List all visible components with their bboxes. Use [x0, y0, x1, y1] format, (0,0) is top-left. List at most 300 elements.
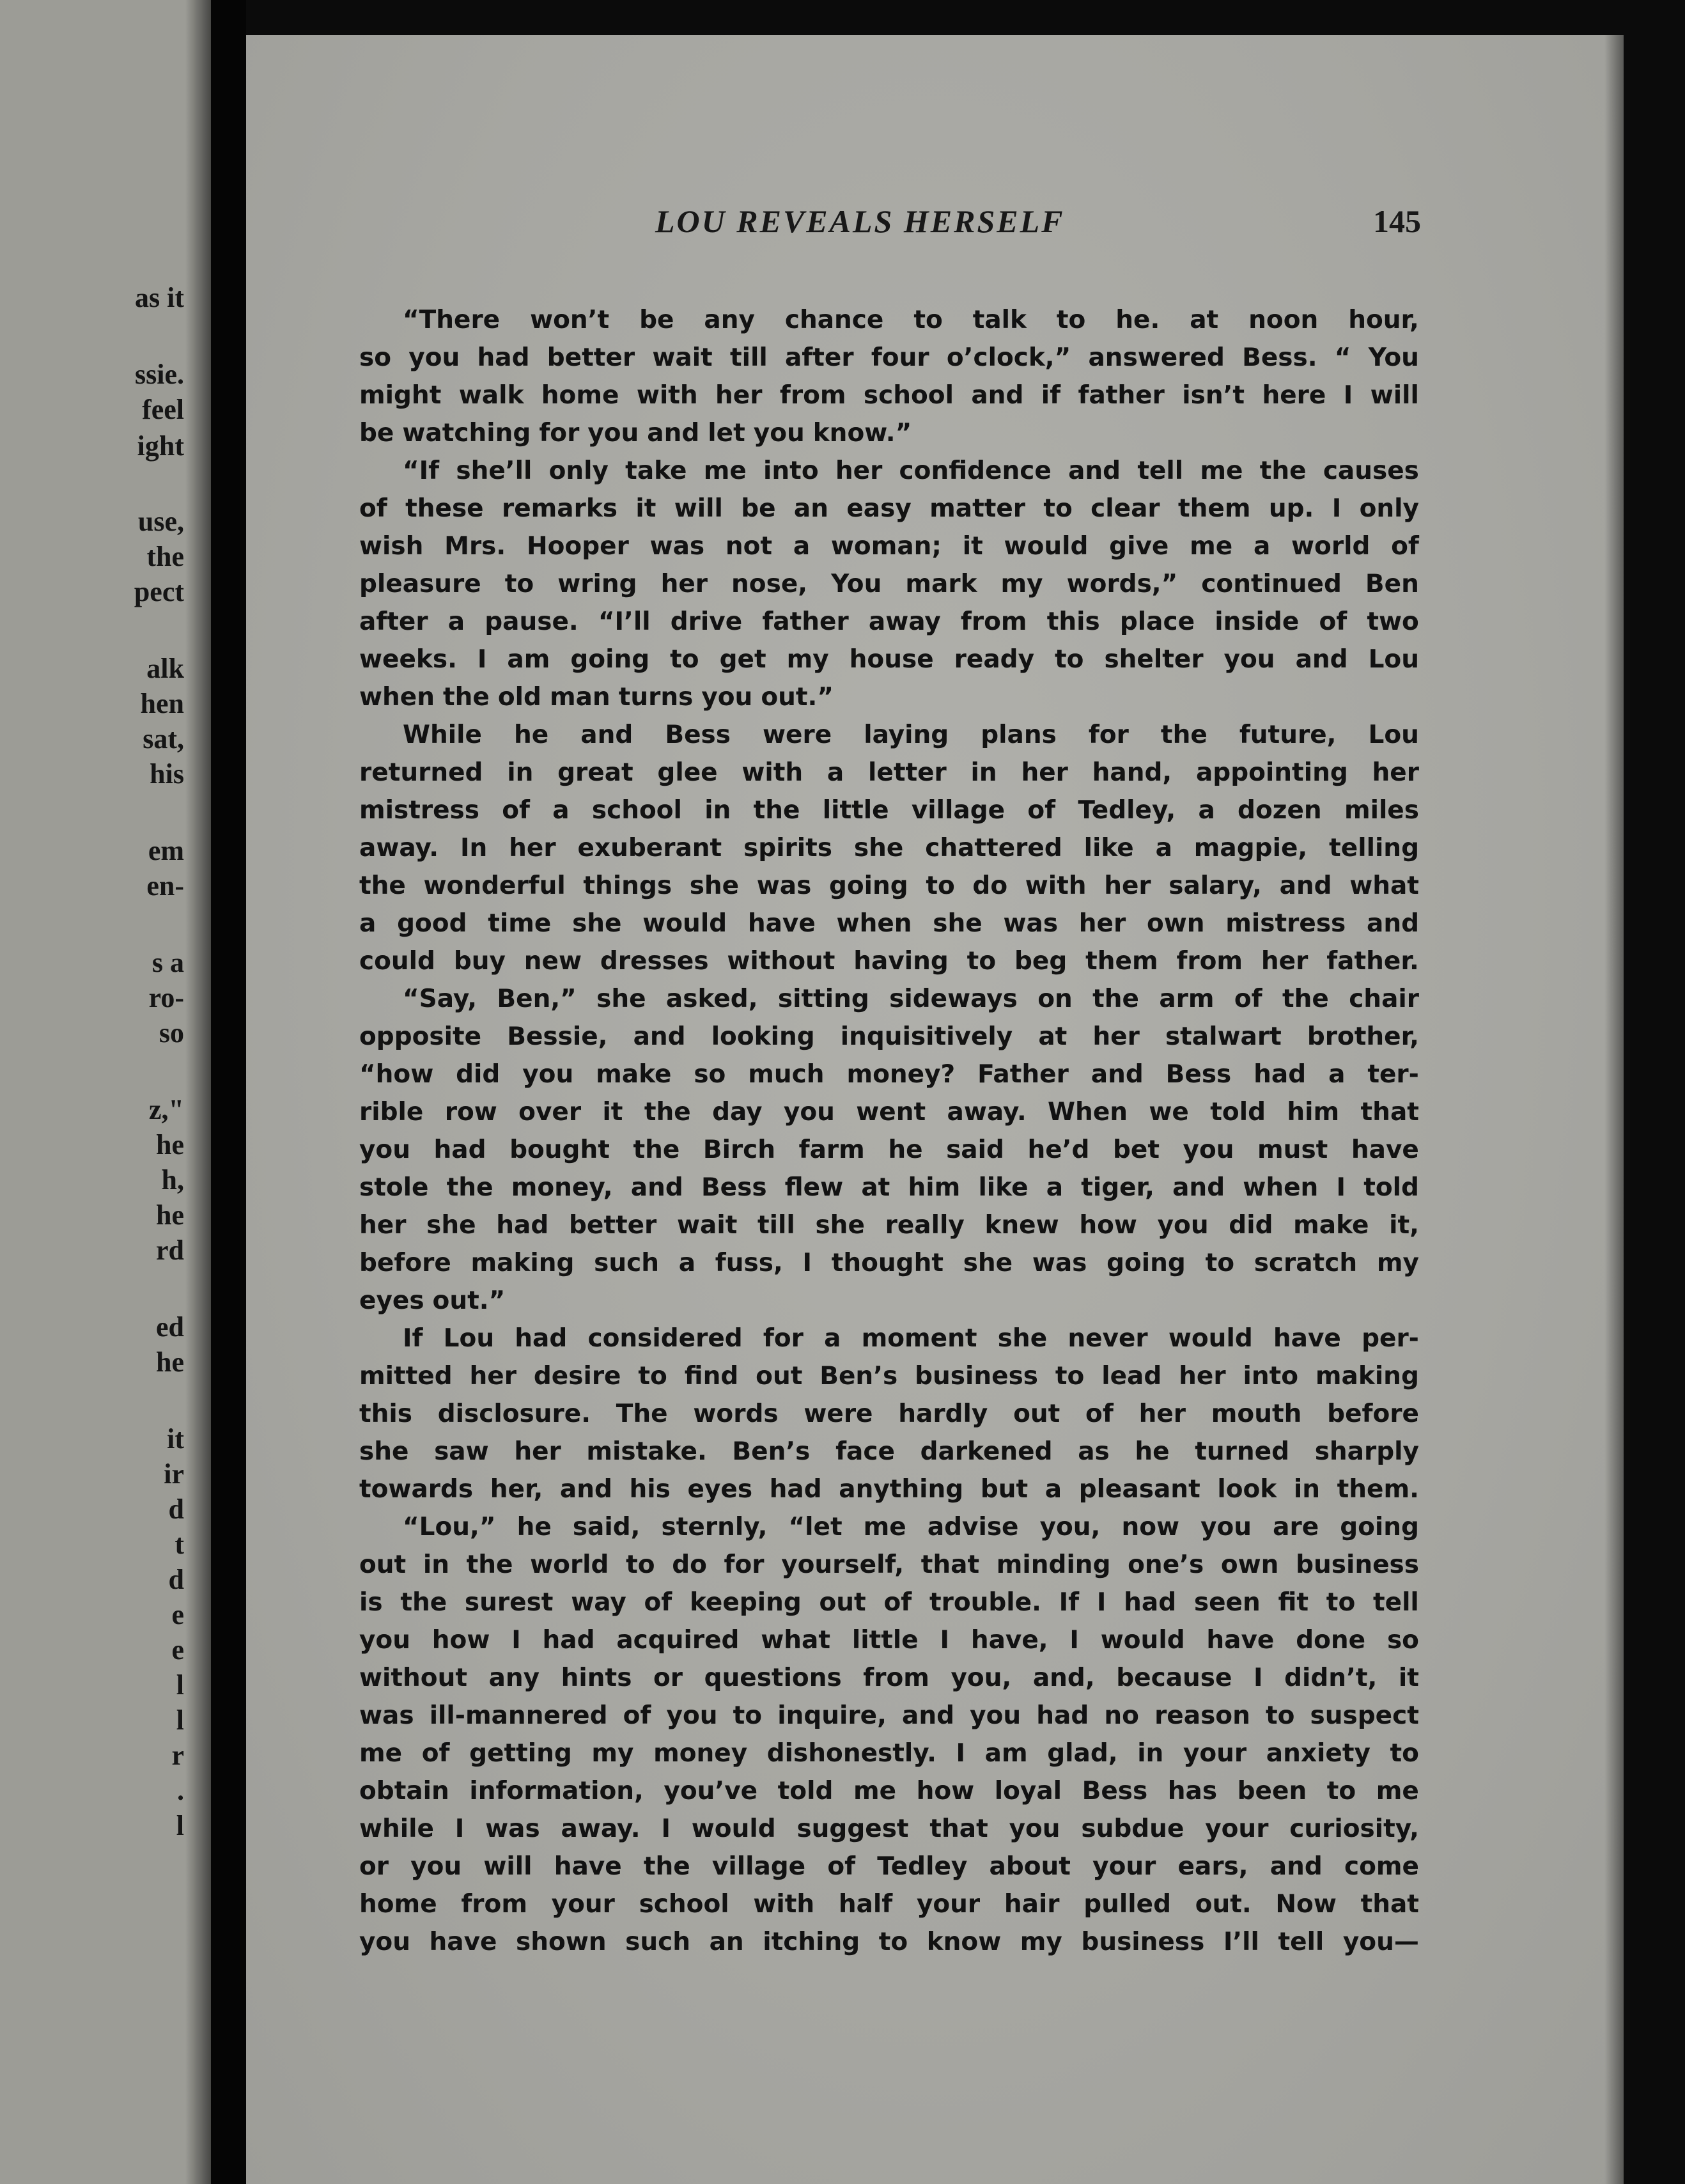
previous-page-fragment: it [167, 1423, 184, 1455]
previous-page-fragment: r [171, 1740, 184, 1771]
word: it [602, 1098, 623, 1127]
word: were [804, 1400, 873, 1428]
word: for [763, 1324, 804, 1353]
word: the [633, 1135, 680, 1164]
word: he’d [1027, 1135, 1090, 1164]
text-line [359, 1320, 1419, 1357]
word: her [715, 381, 763, 410]
word: told [1210, 1098, 1266, 1127]
word: a [1044, 1475, 1062, 1504]
text-line [359, 490, 1419, 527]
word: the [1160, 721, 1207, 749]
text-line [359, 452, 1419, 490]
word: house [849, 645, 934, 674]
word: remarks [501, 494, 618, 523]
word: two [1367, 607, 1419, 636]
word: from [461, 1890, 527, 1919]
word: better [568, 1211, 657, 1240]
word: talk [972, 306, 1027, 334]
previous-page-fragment: d [168, 1494, 184, 1525]
word: time [488, 909, 552, 938]
word: miles [1344, 796, 1419, 825]
word: a [1155, 834, 1172, 862]
word: such [625, 1928, 691, 1956]
text-line [359, 1508, 1419, 1546]
word: telling [1329, 834, 1419, 862]
word: a [1046, 1173, 1064, 1202]
word: world [1291, 532, 1371, 561]
word: come [1344, 1852, 1419, 1881]
previous-page-edge [0, 0, 211, 2184]
word: do [672, 1550, 707, 1579]
word: of [421, 1739, 450, 1768]
word: thought [831, 1249, 943, 1277]
word: you [587, 419, 639, 448]
word: inquisitively [840, 1022, 1013, 1051]
text-line [359, 716, 1419, 754]
word: appointing [1195, 758, 1348, 787]
word: what [1349, 871, 1419, 900]
word: turned [1195, 1437, 1290, 1466]
word: her [835, 456, 883, 485]
word: had [1124, 1588, 1177, 1617]
word: would [1168, 1324, 1253, 1353]
word: way [571, 1588, 626, 1617]
word: she [689, 871, 740, 900]
word: she [997, 1324, 1048, 1353]
word: this [1046, 607, 1100, 636]
previous-page-fragment: e [171, 1599, 184, 1630]
word: how [431, 1626, 490, 1655]
previous-page-fragment: ight [137, 430, 184, 462]
word: and [580, 721, 633, 749]
word: to [1326, 1588, 1356, 1617]
word: and [630, 1173, 683, 1202]
word: you [666, 1701, 718, 1730]
word: curiosity, [1289, 1814, 1419, 1843]
previous-page-fragment: he [156, 1129, 184, 1160]
word: away [868, 607, 941, 636]
word: are [1273, 1513, 1319, 1541]
word: them [1178, 494, 1251, 523]
word: that [1360, 1890, 1419, 1919]
word: to [1326, 1777, 1356, 1806]
word: went [856, 1098, 926, 1127]
word: only [1359, 494, 1419, 523]
word: tiger, [1081, 1173, 1154, 1202]
text-line [359, 1584, 1419, 1621]
word: but [980, 1475, 1029, 1504]
word: Bessie, [507, 1022, 608, 1051]
word: and [1270, 1852, 1323, 1881]
word: so [1386, 1626, 1419, 1655]
word: rible [359, 1098, 424, 1127]
word: minding [996, 1550, 1111, 1579]
word: a [1253, 532, 1271, 561]
word: for [1088, 721, 1129, 749]
word: You [1368, 343, 1419, 372]
word: she [359, 1437, 409, 1466]
word: “There [403, 306, 501, 334]
word: exuberant [577, 834, 722, 862]
previous-page-fragment: en- [146, 870, 184, 901]
word: in [704, 796, 731, 825]
text-line [359, 377, 1419, 414]
word: her [1092, 1022, 1140, 1051]
text-line [359, 603, 1419, 641]
word: me [703, 456, 747, 485]
word: face [835, 1437, 895, 1466]
previous-page-fragment: he [156, 1346, 184, 1378]
word: answered [1088, 343, 1225, 372]
word: to [878, 1928, 908, 1956]
word: home [359, 1890, 437, 1919]
word: world [530, 1550, 609, 1579]
word: be [639, 306, 674, 334]
word: her [359, 1211, 407, 1240]
word: going [1107, 1249, 1186, 1277]
word: because [1116, 1664, 1232, 1692]
word: when [359, 683, 435, 712]
word: bought [509, 1135, 610, 1164]
word: a [1198, 796, 1215, 825]
word: anything [839, 1475, 964, 1504]
text-line [359, 1659, 1419, 1697]
word: what [761, 1626, 831, 1655]
word: I [1343, 381, 1353, 410]
word: inside [1215, 607, 1300, 636]
word: sharply [1314, 1437, 1419, 1466]
word: good [397, 909, 467, 938]
word: chair [1349, 985, 1419, 1013]
previous-page-fragment: he [156, 1199, 184, 1231]
word: plans [981, 721, 1057, 749]
word: father. [1326, 947, 1419, 976]
word: mouth [1211, 1400, 1302, 1428]
word: making [1315, 1362, 1419, 1391]
word: dishonestly. [766, 1739, 936, 1768]
text-line [359, 829, 1419, 867]
word: any [488, 1664, 540, 1692]
word: and [902, 1701, 955, 1730]
word: her, [490, 1475, 543, 1504]
word: a [827, 758, 844, 787]
word: village [911, 796, 1006, 825]
word: with [636, 381, 698, 410]
word: moment [861, 1324, 977, 1353]
word: a [1328, 1060, 1346, 1089]
word: was [756, 871, 812, 900]
word: business [1296, 1550, 1419, 1579]
word: ter- [1367, 1060, 1419, 1089]
word: them. [1337, 1475, 1419, 1504]
word: had [433, 1135, 486, 1164]
word: if [1041, 381, 1061, 410]
word: your [1205, 1814, 1269, 1843]
word: the [400, 1588, 447, 1617]
word: hints [561, 1664, 632, 1692]
word: and [971, 381, 1024, 410]
word: before [1327, 1400, 1419, 1428]
word: she [596, 985, 646, 1013]
word: you [522, 1060, 574, 1089]
text-line [359, 1433, 1419, 1470]
word: “ [1334, 343, 1351, 372]
previous-page-fragment: l [176, 1669, 184, 1701]
word: I [1332, 494, 1342, 523]
word: brother, [1307, 1022, 1419, 1051]
word: Mrs. [444, 532, 506, 561]
text-line [359, 1735, 1419, 1772]
word: me [1376, 1777, 1419, 1806]
word: and [559, 1475, 612, 1504]
word: to [670, 645, 699, 674]
word: the [466, 1550, 513, 1579]
word: mistress [359, 796, 479, 825]
word: ill-mannered [429, 1701, 608, 1730]
word: her [469, 1362, 516, 1391]
word: your [1183, 1739, 1247, 1768]
word: have [1351, 1135, 1419, 1164]
word: future, [1239, 721, 1337, 749]
text-line [359, 1093, 1419, 1131]
word: my [786, 645, 829, 674]
word: wait [652, 343, 713, 372]
word: find [684, 1362, 739, 1391]
word: am [984, 1739, 1028, 1768]
text-line [359, 1470, 1419, 1508]
word: after [784, 343, 854, 372]
text-line [359, 754, 1419, 792]
word: words [693, 1400, 779, 1428]
word: the [443, 683, 490, 712]
word: let [708, 419, 745, 448]
word: her [1078, 909, 1126, 938]
word: without [359, 1664, 468, 1692]
word: now [1121, 1513, 1180, 1541]
word: him [1287, 1098, 1340, 1127]
word: on [1037, 985, 1073, 1013]
word: I [511, 1626, 521, 1655]
word: it [635, 494, 656, 523]
word: of [623, 1701, 651, 1730]
word: into [763, 456, 819, 485]
word: Hooper [526, 532, 629, 561]
word: was [649, 532, 705, 561]
word: really [885, 1211, 965, 1240]
word: sideways [889, 985, 1018, 1013]
text-line [359, 678, 1419, 716]
word: easy [846, 494, 912, 523]
word: disclosure. [437, 1400, 591, 1428]
word: you [1009, 1814, 1060, 1843]
word: she [853, 834, 904, 862]
word: to [967, 947, 997, 976]
word: opposite [359, 1022, 482, 1051]
word: in [1137, 1739, 1164, 1768]
word: Tedley [877, 1852, 968, 1881]
word: and [1295, 645, 1348, 674]
word: had [1254, 1060, 1307, 1089]
word: laying [864, 721, 949, 749]
word: own [1146, 909, 1205, 938]
word: business [1081, 1928, 1205, 1956]
word: did [1229, 1211, 1273, 1240]
word: an [709, 1928, 744, 1956]
word: never [1068, 1324, 1148, 1353]
word: getting [469, 1739, 572, 1768]
word: I [661, 1814, 671, 1843]
word: was [1032, 1249, 1087, 1277]
word: suggest [796, 1814, 909, 1843]
word: didn’t, [1284, 1664, 1378, 1692]
word: so [694, 1060, 726, 1089]
word: that [1360, 1098, 1419, 1127]
previous-page-fragment: as it [135, 282, 184, 313]
word: would [1004, 532, 1089, 561]
word: am [507, 645, 550, 674]
word: my [1000, 570, 1043, 598]
word: of [1391, 532, 1419, 561]
word: no [1104, 1701, 1139, 1730]
word: home [541, 381, 619, 410]
previous-page-fragment: the [146, 541, 184, 572]
word: tell [1372, 1588, 1419, 1617]
word: would [1100, 1626, 1185, 1655]
text-line [359, 1018, 1419, 1056]
word: pulled [1083, 1890, 1172, 1919]
word: subdue [1081, 1814, 1184, 1843]
word: Ben’s [819, 1362, 898, 1391]
word: wait [676, 1211, 738, 1240]
word: my [1020, 1928, 1062, 1956]
word: you [1157, 1211, 1209, 1240]
word: only [548, 456, 609, 485]
word: turns [618, 683, 694, 712]
word: In [460, 834, 488, 862]
previous-page-fragment: ssie. [135, 359, 184, 390]
word: you [783, 1098, 835, 1127]
text-line [359, 1056, 1419, 1093]
word: have [747, 909, 816, 938]
word: she [963, 1249, 1013, 1277]
word: her [1372, 758, 1419, 787]
word: out [756, 1362, 803, 1391]
word: to [504, 570, 534, 598]
word: Bess. [1242, 343, 1317, 372]
word: suspect [1310, 1701, 1419, 1730]
word: desire [533, 1362, 621, 1391]
word: to [1043, 494, 1073, 523]
word: chattered [925, 834, 1062, 862]
word: row [444, 1098, 497, 1127]
word: dresses [600, 947, 709, 976]
word: you [701, 683, 753, 712]
word: “Lou,” [403, 1513, 496, 1541]
word: While [403, 721, 482, 749]
word: the [753, 796, 800, 825]
word: to [1055, 645, 1084, 674]
word: pleasant [1078, 1475, 1200, 1504]
word: Bess [1165, 1060, 1232, 1089]
word: to [1056, 306, 1086, 334]
previous-page-fragment: t [175, 1529, 184, 1560]
word: I’ll [1223, 1928, 1259, 1956]
word: reason [1154, 1701, 1250, 1730]
previous-page-fragment: l [176, 1704, 184, 1736]
word: Tedley, [1078, 796, 1176, 825]
word: saw [434, 1437, 489, 1466]
word: me [863, 1513, 906, 1541]
word: pause. [485, 607, 578, 636]
word: to [913, 306, 943, 334]
word: he [888, 1135, 923, 1164]
word: keeping [690, 1588, 802, 1617]
word: away. [947, 1098, 1027, 1127]
word: village [711, 1852, 806, 1881]
word: you— [1342, 1928, 1419, 1956]
word: when [1243, 1173, 1319, 1202]
previous-page-fragment: ir [164, 1458, 184, 1490]
word: I [1096, 1588, 1107, 1617]
word: the [1092, 985, 1139, 1013]
word: when [836, 909, 912, 938]
text-line [359, 1697, 1419, 1735]
word: might [359, 381, 442, 410]
word: a [824, 1324, 841, 1353]
word: of [1319, 607, 1347, 636]
word: she [815, 1211, 865, 1240]
word: mitted [359, 1362, 453, 1391]
word: trouble. [929, 1588, 1041, 1617]
word: these [405, 494, 484, 523]
word: fit [1278, 1588, 1309, 1617]
word: my [591, 1739, 634, 1768]
word: day [712, 1098, 763, 1127]
previous-page-fragment: alk [146, 653, 184, 684]
word: at [1038, 1022, 1068, 1051]
word: had [477, 343, 530, 372]
text-line [359, 301, 1419, 339]
word: her [1021, 758, 1068, 787]
word: mark [905, 570, 977, 598]
word: hour, [1348, 306, 1419, 334]
word: eyes [359, 1286, 424, 1315]
word: drive [670, 607, 743, 636]
word: Lou [443, 1324, 495, 1353]
word: going [570, 645, 650, 674]
word: to [1265, 1701, 1295, 1730]
word: she [426, 1211, 476, 1240]
word: asked, [665, 985, 758, 1013]
word: eyes [687, 1475, 753, 1504]
word: could [359, 947, 435, 976]
word: Ben [1365, 570, 1419, 598]
word: mistake. [586, 1437, 707, 1466]
word: surest [464, 1588, 554, 1617]
word: returned [359, 758, 483, 787]
word: Bess [701, 1173, 767, 1202]
word: stalwart [1165, 1022, 1282, 1051]
word: without [727, 947, 835, 976]
word: make [596, 1060, 672, 1089]
word: an [793, 494, 829, 523]
word: money, [511, 1173, 613, 1202]
word: watching [402, 419, 531, 448]
word: to [1205, 1249, 1234, 1277]
word: inquire, [777, 1701, 887, 1730]
text-line [359, 1169, 1419, 1206]
